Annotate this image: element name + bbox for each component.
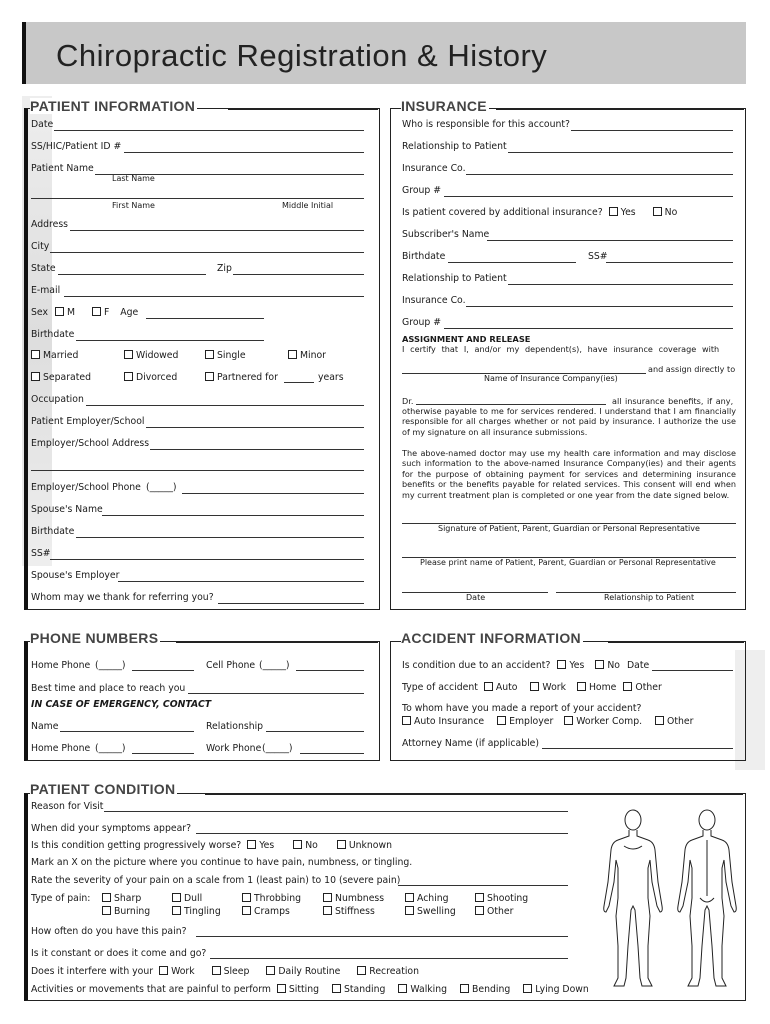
zip-field[interactable] (233, 274, 364, 275)
print-name-caption: Please print name of Patient, Parent, Guardian or Personal Representative (420, 558, 716, 567)
cramps-checkbox[interactable] (242, 906, 251, 915)
emergency-relationship-label: Relationship (206, 721, 264, 732)
constant-label: Is it constant or does it come and go? (31, 948, 207, 959)
report-auto-label: Auto Insurance (414, 716, 485, 727)
group-label: Group # (402, 185, 442, 196)
interfere-sleep-label: Sleep (223, 966, 250, 977)
other-pain-checkbox[interactable] (475, 906, 484, 915)
numbness-group (323, 893, 384, 904)
interfere-routine-checkbox[interactable] (266, 966, 275, 975)
reason-field[interactable] (104, 811, 568, 812)
ins-birthdate-label: Birthdate (402, 251, 446, 262)
single-label: Single (217, 350, 246, 361)
report-workers-checkbox[interactable] (564, 716, 573, 725)
reason-label: Reason for Visit (31, 801, 104, 812)
group2-label: Group # (402, 317, 442, 328)
sig-date-caption: Date (466, 593, 486, 602)
interfere-row (31, 966, 419, 977)
email-field[interactable] (64, 296, 364, 297)
mark-label: Mark an X on the picture where you continue to have pain, numbness, or tingling. (31, 857, 413, 868)
ss-label: SS/HIC/Patient ID # (31, 141, 122, 152)
divorced-group (124, 372, 177, 383)
birthdate2-field[interactable] (76, 537, 364, 538)
report-employer-checkbox[interactable] (497, 716, 506, 725)
additional-row (402, 207, 677, 218)
emergency-work-paren: (_____) (262, 743, 293, 754)
other-pain-label: Other (487, 906, 514, 917)
cramps-label: Cramps (254, 906, 290, 917)
interfere-sleep-checkbox[interactable] (212, 966, 221, 975)
worse-no-label: No (305, 840, 318, 851)
activities-row (31, 984, 589, 995)
sex-m-checkbox[interactable] (55, 307, 64, 316)
shooting-label: Shooting (487, 893, 529, 904)
dull-label: Dull (184, 893, 203, 904)
sharp-checkbox[interactable] (102, 893, 111, 902)
ins-ss-field[interactable] (606, 262, 733, 263)
dr-field[interactable] (416, 404, 606, 405)
lying-label: Lying Down (535, 984, 589, 995)
walking-label: Walking (410, 984, 448, 995)
partnered-years-field[interactable] (284, 382, 314, 383)
partnered-checkbox[interactable] (205, 372, 214, 381)
sitting-checkbox[interactable] (277, 984, 286, 993)
sex-f-label: F (103, 307, 110, 318)
spouse-name-field[interactable] (102, 515, 364, 516)
name-label: Patient Name (31, 163, 94, 174)
numbness-checkbox[interactable] (323, 893, 332, 902)
spouse-employer-field[interactable] (118, 581, 364, 582)
ss2-label: SS# (31, 548, 51, 559)
insurance-heading: INSURANCE (401, 98, 487, 114)
assign-line1: I certify that I, and/or my dependent(s), have insurance coverage with (402, 344, 720, 354)
additional-no-checkbox[interactable] (653, 207, 662, 216)
benefits-text: all insurance benefits, if any, (612, 396, 734, 406)
cramps-group (242, 906, 290, 917)
address-field[interactable] (70, 230, 364, 231)
first-name-caption: First Name (112, 201, 155, 210)
relationship-label: Relationship to Patient (402, 141, 507, 152)
minor-group (288, 350, 326, 361)
assign-directly: and assign directly to (648, 364, 736, 374)
employer-address-field[interactable] (150, 449, 364, 450)
employer-label: Patient Employer/School (31, 416, 145, 427)
accident-home-checkbox[interactable] (577, 682, 586, 691)
aching-group (405, 893, 449, 904)
throbbing-checkbox[interactable] (242, 893, 251, 902)
employer-phone-label: Employer/School Phone (31, 482, 141, 493)
relationship2-field[interactable] (508, 284, 733, 285)
when-label: When did your symptoms appear? (31, 823, 192, 834)
separated-checkbox[interactable] (31, 372, 40, 381)
accident-no-checkbox[interactable] (595, 660, 604, 669)
shooting-group (475, 893, 528, 904)
age-label: Age (120, 307, 139, 318)
throbbing-group (242, 893, 301, 904)
numbness-label: Numbness (335, 893, 385, 904)
signature-caption: Signature of Patient, Parent, Guardian or Personal Representative (438, 524, 700, 533)
birthdate-field[interactable] (76, 340, 264, 341)
single-checkbox[interactable] (205, 350, 214, 359)
accident-heading: ACCIDENT INFORMATION (401, 630, 581, 646)
group2-field[interactable] (444, 328, 733, 329)
assign-heading: ASSIGNMENT AND RELEASE (402, 334, 531, 344)
employer-address-field-2[interactable] (31, 470, 364, 471)
sex-m-label: M (66, 307, 75, 318)
name-of-company-caption: Name of Insurance Company(ies) (484, 374, 618, 383)
date-field[interactable] (54, 130, 364, 131)
last-name-caption: Last Name (112, 174, 155, 183)
widowed-checkbox[interactable] (124, 350, 133, 359)
referral-label: Whom may we thank for referring you? (31, 592, 214, 603)
body-back-figure[interactable] (670, 806, 744, 990)
relationship2-label: Relationship to Patient (402, 273, 507, 284)
married-checkbox[interactable] (31, 350, 40, 359)
sex-f-checkbox[interactable] (92, 307, 101, 316)
condition-heading: PATIENT CONDITION (30, 781, 176, 797)
dr-label: Dr. (402, 396, 414, 406)
activities-label: Activities or movements that are painful to perform (31, 984, 271, 995)
stiffness-checkbox[interactable] (323, 906, 332, 915)
company2-label: Insurance Co. (402, 295, 466, 306)
accident-work-label: Work (542, 682, 566, 693)
company2-field[interactable] (466, 306, 733, 307)
type-pain-label: Type of pain: (31, 893, 91, 904)
interfere-work-label: Work (171, 966, 195, 977)
interfere-recreation-label: Recreation (369, 966, 420, 977)
relationship-field[interactable] (508, 152, 733, 153)
accident-work-checkbox[interactable] (530, 682, 539, 691)
interfere-work-checkbox[interactable] (159, 966, 168, 975)
ins-birthdate-field[interactable] (448, 262, 576, 263)
report-workers-label: Worker Comp. (576, 716, 643, 727)
bending-label: Bending (472, 984, 511, 995)
best-time-label: Best time and place to reach you (31, 683, 186, 694)
rate-label: Rate the severity of your pain on a scale from 1 (least pain) to 10 (severe pain) (31, 875, 401, 886)
worse-no-checkbox[interactable] (293, 840, 302, 849)
report-employer-label: Employer (509, 716, 554, 727)
swelling-group (405, 906, 456, 917)
ss2-field[interactable] (50, 559, 364, 560)
first-name-field[interactable] (31, 198, 364, 199)
attorney-field[interactable] (542, 748, 733, 749)
separated-group (31, 372, 91, 383)
responsible-field[interactable] (571, 130, 733, 131)
email-label: E-mail (31, 285, 61, 296)
address-label: Address (31, 219, 69, 230)
emergency-home-paren: (_____) (95, 743, 126, 754)
marital-row-1 (31, 350, 78, 361)
accident-other-label: Other (635, 682, 662, 693)
report-other-label: Other (667, 716, 694, 727)
sitting-label: Sitting (288, 984, 320, 995)
worse-row (31, 840, 392, 851)
accident-due-row (402, 660, 649, 671)
accident-type-label: Type of accident (402, 682, 478, 693)
lying-checkbox[interactable] (523, 984, 532, 993)
tingling-group (172, 906, 221, 917)
referral-field[interactable] (218, 603, 364, 604)
throbbing-label: Throbbing (254, 893, 302, 904)
company-field[interactable] (466, 174, 733, 175)
home-phone-paren: (_____) (95, 660, 126, 671)
years-label: years (318, 372, 344, 383)
stiffness-group (323, 906, 375, 917)
assign-para-2: The above-named doctor may use my health care information and may disclose such information to the above-named Insurance Company(ies) and their agents for the purpose of obtaining payment for services and determining insurance benefits or the benefits payable for related services. This consent will end when my current treatment plan is completed or one year from the date signed below. (402, 448, 736, 500)
standing-checkbox[interactable] (332, 984, 341, 993)
cell-phone-paren: (_____) (259, 660, 290, 671)
company-label: Insurance Co. (402, 163, 466, 174)
age-field[interactable] (146, 318, 264, 319)
city-field[interactable] (50, 252, 364, 253)
sex-row (31, 307, 138, 318)
minor-checkbox[interactable] (288, 350, 297, 359)
married-label: Married (43, 350, 79, 361)
accident-date-label: Date (626, 660, 650, 671)
city-label: City (31, 241, 50, 252)
worse-yes-label: Yes (259, 840, 275, 851)
emergency-home-field[interactable] (132, 753, 194, 754)
burning-group (102, 906, 150, 917)
responsible-label: Who is responsible for this account? (402, 119, 570, 130)
additional-no-label: No (664, 207, 678, 218)
accident-other-checkbox[interactable] (623, 682, 632, 691)
minor-label: Minor (300, 350, 327, 361)
sig-relationship-caption: Relationship to Patient (604, 593, 695, 602)
patient-info-heading: PATIENT INFORMATION (30, 98, 196, 114)
partnered-group (205, 372, 278, 383)
home-phone-label: Home Phone (31, 660, 91, 671)
emergency-relationship-field[interactable] (266, 731, 364, 732)
interfere-recreation-checkbox[interactable] (357, 966, 366, 975)
zip-label: Zip (217, 263, 232, 274)
widowed-group (124, 350, 178, 361)
state-field[interactable] (58, 274, 206, 275)
sharp-label: Sharp (114, 893, 142, 904)
accident-yes-checkbox[interactable] (557, 660, 566, 669)
home-phone-field[interactable] (132, 670, 194, 671)
spouse-name-label: Spouse's Name (31, 504, 103, 515)
how-often-label: How often do you have this pain? (31, 926, 187, 937)
accident-auto-label: Auto (495, 682, 518, 693)
rate-field[interactable] (398, 885, 568, 886)
phone-heading: PHONE NUMBERS (30, 630, 159, 646)
employer-phone-paren: (_____) (146, 482, 177, 493)
ins-ss-label: SS# (588, 251, 608, 262)
worse-unknown-label: Unknown (348, 840, 392, 851)
other-pain-group (475, 906, 513, 917)
burning-label: Burning (114, 906, 151, 917)
ss-field[interactable] (124, 152, 364, 153)
accident-home-label: Home (588, 682, 617, 693)
interfere-routine-label: Daily Routine (278, 966, 341, 977)
insurance-box (390, 108, 746, 610)
cell-phone-field[interactable] (296, 670, 364, 671)
dull-checkbox[interactable] (172, 893, 181, 902)
accident-yes-label: Yes (569, 660, 585, 671)
birthdate2-label: Birthdate (31, 526, 75, 537)
sex-label: Sex (31, 307, 48, 318)
middle-initial-caption: Middle Initial (282, 201, 334, 210)
occupation-label: Occupation (31, 394, 84, 405)
stiffness-label: Stiffness (335, 906, 375, 917)
spouse-employer-label: Spouse's Employer (31, 570, 120, 581)
how-often-field[interactable] (196, 936, 568, 937)
employer-address-label: Employer/School Address (31, 438, 150, 449)
emergency-work-label: Work Phone (206, 743, 262, 754)
employer-phone-field[interactable] (182, 493, 364, 494)
sharp-group (102, 893, 141, 904)
emergency-name-field[interactable] (60, 731, 194, 732)
bending-checkbox[interactable] (460, 984, 469, 993)
assign-para-1: otherwise payable to me for services rendered. I understand that I am financially responsible for all charges whether or not paid by insurance. I authorize the use of my signature on all insurance submissions. (402, 406, 736, 437)
additional-label: Is patient covered by additional insurance? (402, 207, 603, 218)
birthdate-label: Birthdate (31, 329, 75, 340)
tingling-checkbox[interactable] (172, 906, 181, 915)
emergency-home-label: Home Phone (31, 743, 91, 754)
divorced-checkbox[interactable] (124, 372, 133, 381)
single-group (205, 350, 246, 361)
worse-label: Is this condition getting progressively worse? (31, 840, 242, 851)
accident-due-label: Is condition due to an accident? (402, 660, 551, 671)
occupation-field[interactable] (86, 405, 364, 406)
accident-no-label: No (607, 660, 620, 671)
separated-label: Separated (43, 372, 92, 383)
page-title: Chiropractic Registration & History (56, 38, 548, 73)
best-time-field[interactable] (188, 693, 364, 694)
state-label: State (31, 263, 56, 274)
swelling-label: Swelling (417, 906, 456, 917)
walking-checkbox[interactable] (398, 984, 407, 993)
divorced-label: Divorced (136, 372, 178, 383)
report-auto-checkbox[interactable] (402, 716, 411, 725)
attorney-label: Attorney Name (if applicable) (402, 738, 540, 749)
emergency-heading: IN CASE OF EMERGENCY, CONTACT (31, 699, 212, 710)
tingling-label: Tingling (184, 906, 221, 917)
constant-field[interactable] (210, 958, 568, 959)
report-other-checkbox[interactable] (655, 716, 664, 725)
burning-checkbox[interactable] (102, 906, 111, 915)
aching-label: Aching (417, 893, 449, 904)
when-field[interactable] (196, 833, 568, 834)
emergency-name-label: Name (31, 721, 59, 732)
swelling-checkbox[interactable] (405, 906, 414, 915)
group-field[interactable] (444, 196, 733, 197)
report-label: To whom have you made a report of your accident? (402, 703, 642, 714)
partnered-label: Partnered for (217, 372, 278, 383)
title-bar (22, 22, 746, 84)
additional-yes-label: Yes (620, 207, 636, 218)
standing-label: Standing (344, 984, 386, 995)
additional-yes-checkbox[interactable] (609, 207, 618, 216)
widowed-label: Widowed (136, 350, 179, 361)
accident-date-field[interactable] (652, 670, 733, 671)
worse-yes-checkbox[interactable] (247, 840, 256, 849)
body-front-figure[interactable] (596, 806, 670, 990)
subscriber-label: Subscriber's Name (402, 229, 490, 240)
accident-auto-checkbox[interactable] (484, 682, 493, 691)
subscriber-field[interactable] (487, 240, 733, 241)
dull-group (172, 893, 202, 904)
date-label: Date (31, 119, 54, 130)
cell-phone-label: Cell Phone (206, 660, 256, 671)
emergency-work-field[interactable] (300, 753, 364, 754)
employer-field[interactable] (146, 427, 364, 428)
report-options-row (402, 716, 693, 727)
interfere-label: Does it interfere with your (31, 966, 154, 977)
shooting-checkbox[interactable] (475, 893, 484, 902)
worse-unknown-checkbox[interactable] (337, 840, 346, 849)
accident-type-row (402, 682, 662, 693)
aching-checkbox[interactable] (405, 893, 414, 902)
